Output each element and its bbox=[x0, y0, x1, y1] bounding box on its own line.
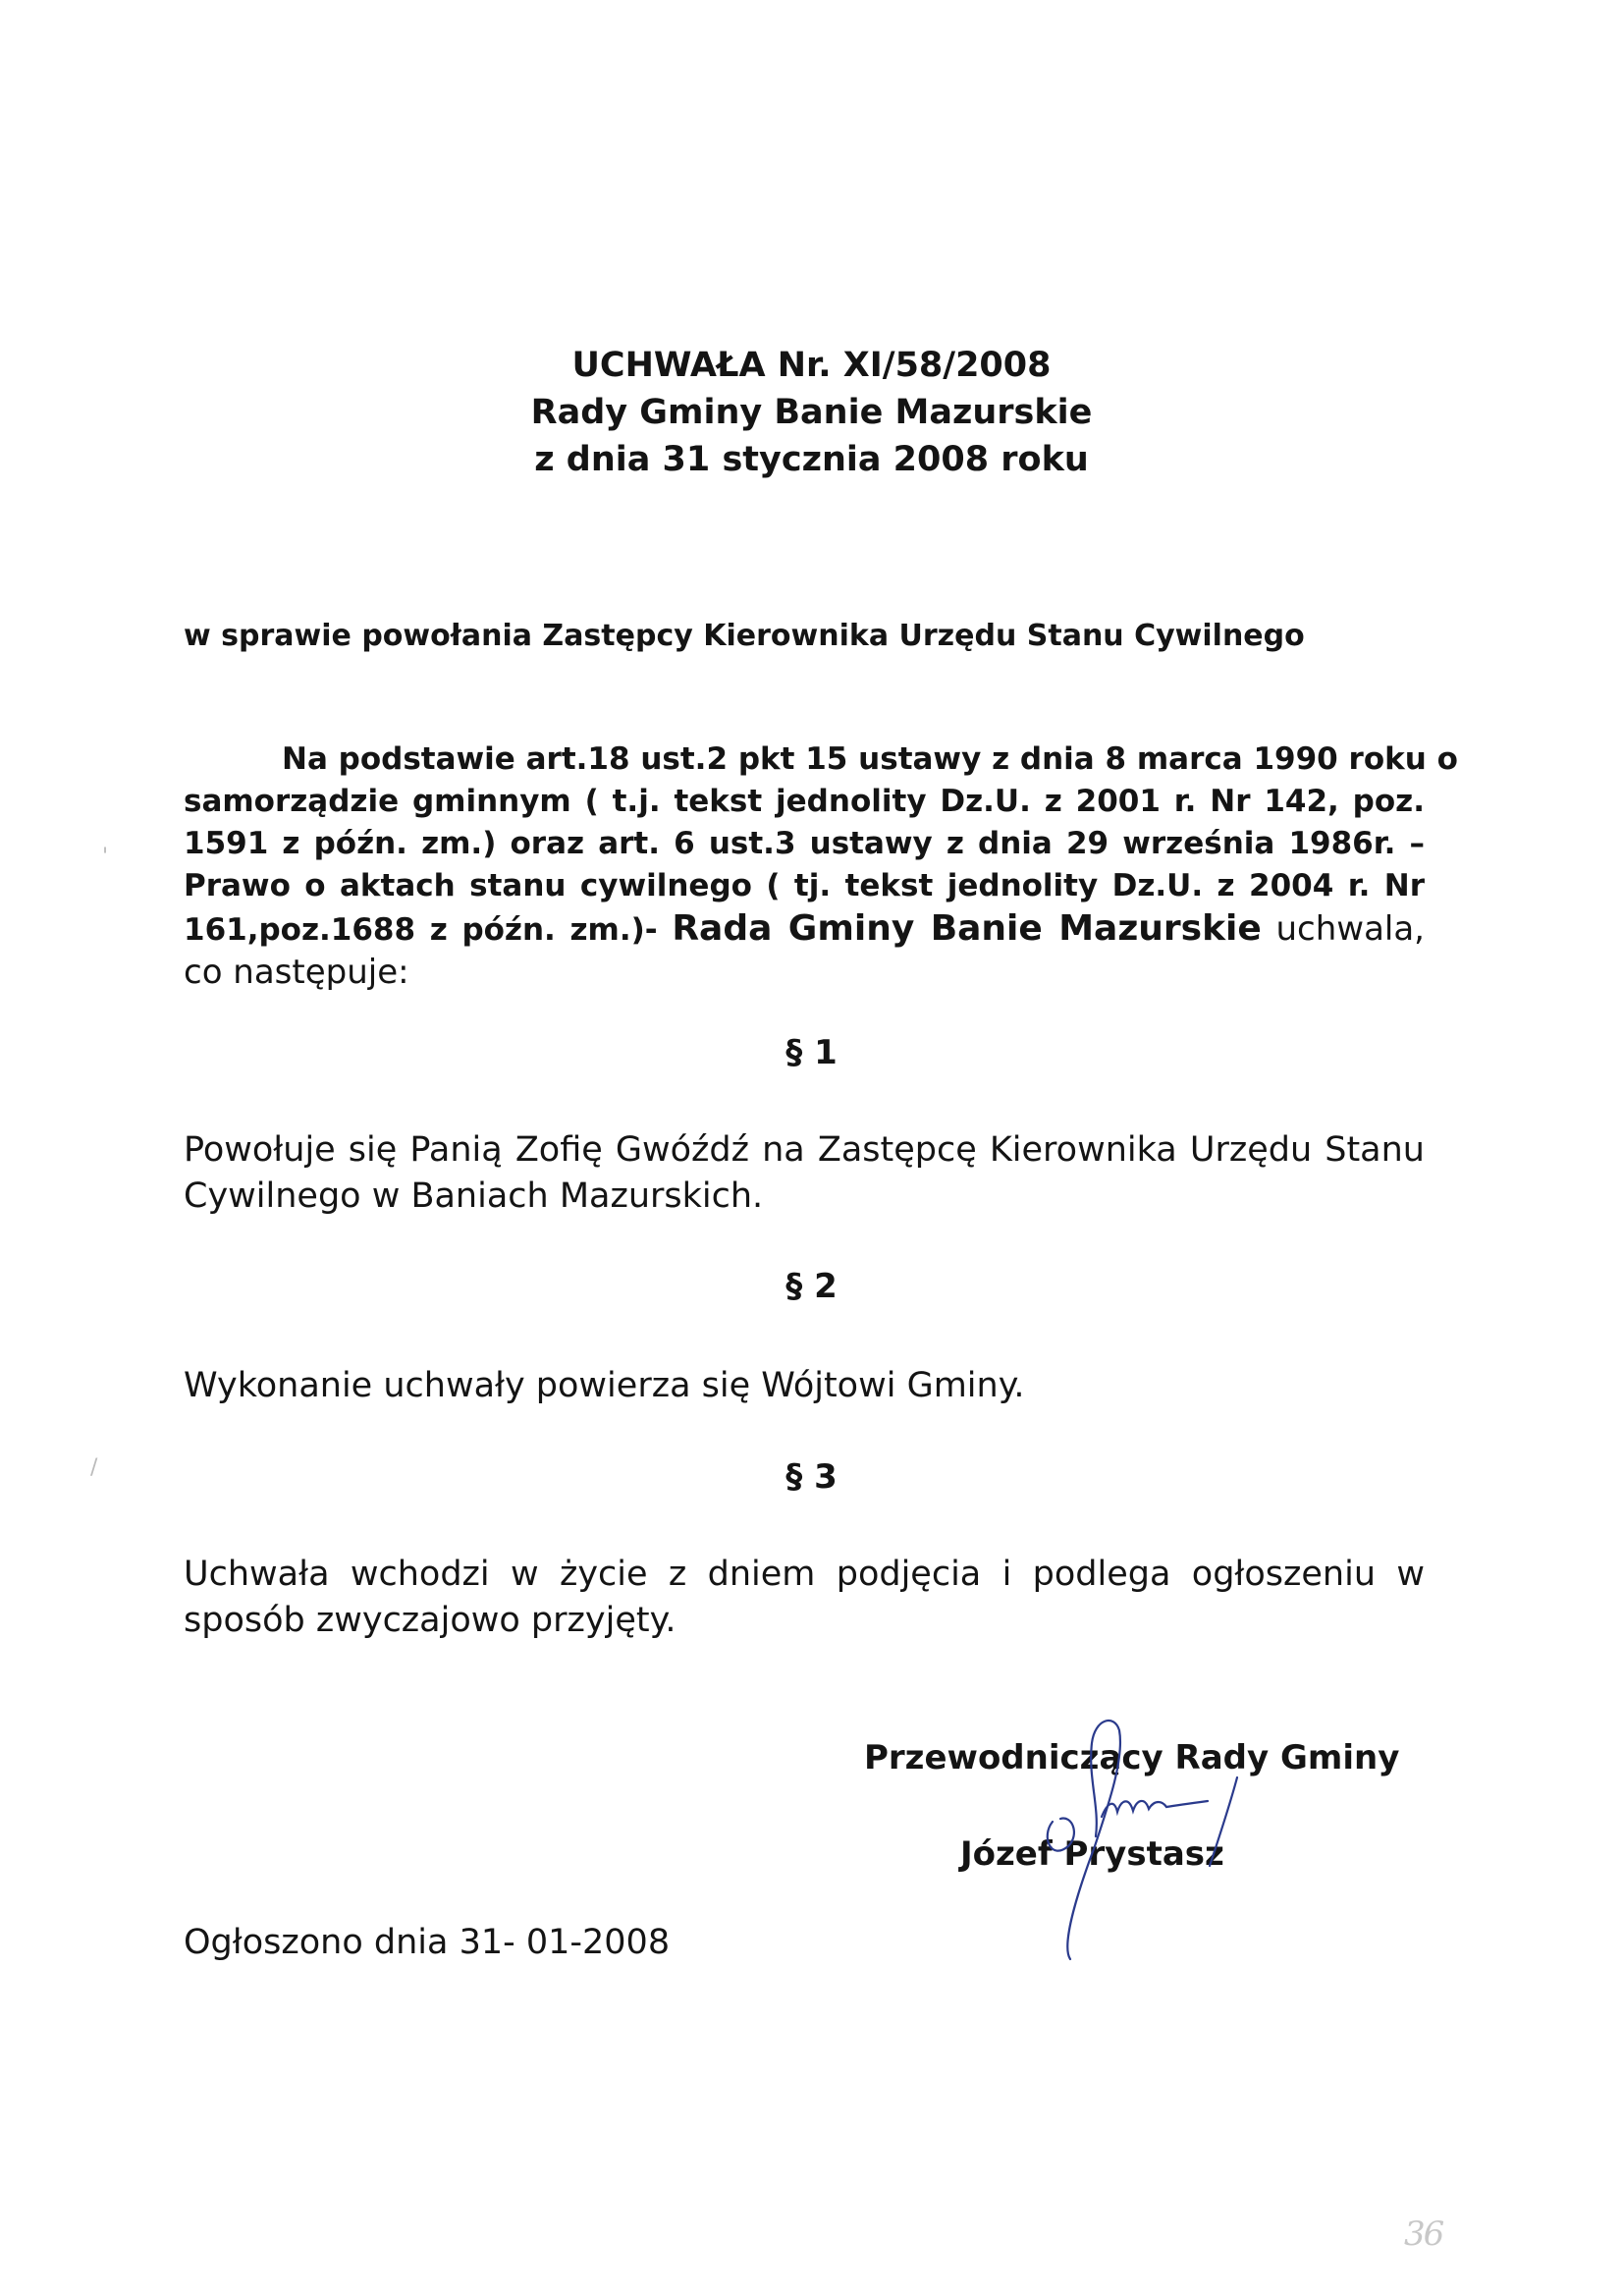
section-1-mark: § 1 bbox=[785, 1033, 838, 1072]
preamble-line-resolves bbox=[184, 907, 1425, 952]
resolution-number: UCHWAŁA Nr. XI/58/2008 bbox=[571, 346, 1052, 385]
preamble-legal-reference: 161,poz.1688 z późn. zm.)- bbox=[184, 912, 658, 948]
signer-name: Józef Prystasz bbox=[960, 1834, 1224, 1874]
resolution-subject: w sprawie powołania Zastępcy Kierownika Urzędu Stanu Cywilnego bbox=[184, 619, 1305, 653]
issuing-council: Rady Gminy Banie Mazurskie bbox=[530, 393, 1093, 432]
preamble-line: Na podstawie art.18 ust.2 pkt 15 ustawy z dnia 8 marca 1990 roku o bbox=[282, 741, 1458, 777]
handwritten-signature bbox=[1001, 1709, 1296, 1984]
section-2-line: Wykonanie uchwały powierza się Wójtowi Gminy. bbox=[184, 1366, 1025, 1405]
section-3-line: sposób zwyczajowo przyjęty. bbox=[184, 1601, 676, 1640]
page-number: 36 bbox=[1404, 2214, 1443, 2254]
section-1-line: Powołuje się Panią Zofię Gwóźdź na Zastępcę Kierownika Urzędu Stanu bbox=[184, 1130, 1425, 1170]
preamble-line: co następuje: bbox=[184, 953, 409, 992]
signer-role: Przewodniczący Rady Gminy bbox=[864, 1738, 1400, 1777]
section-1-line: Cywilnego w Baniach Mazurskich. bbox=[184, 1176, 764, 1216]
preamble-line: 1591 z późn. zm.) oraz art. 6 ust.3 ustawy z dnia 29 września 1986r. – bbox=[184, 826, 1425, 861]
resolution-date: z dnia 31 stycznia 2008 roku bbox=[534, 440, 1089, 479]
legal-basis-preamble bbox=[184, 738, 1458, 994]
section-3-mark: § 3 bbox=[785, 1457, 838, 1497]
section-2-text bbox=[184, 1363, 1425, 1409]
resolves-word: uchwala, bbox=[1275, 909, 1425, 949]
resolution-title bbox=[0, 342, 1623, 483]
section-2-mark: § 2 bbox=[785, 1267, 838, 1306]
section-3-line: Uchwała wchodzi w życie z dniem podjęcia i podlega ogłoszeniu w bbox=[184, 1555, 1425, 1594]
announcement-date: Ogłoszono dnia 31- 01-2008 bbox=[184, 1923, 671, 1962]
preamble-line: Prawo o aktach stanu cywilnego ( tj. tekst jednolity Dz.U. z 2004 r. Nr bbox=[184, 868, 1425, 903]
council-name: Rada Gminy Banie Mazurskie bbox=[672, 908, 1262, 949]
scan-speck: ' bbox=[102, 845, 109, 869]
scan-speck: / bbox=[90, 1455, 98, 1480]
section-1-text bbox=[184, 1127, 1425, 1220]
section-3-text bbox=[184, 1552, 1425, 1644]
preamble-line: samorządzie gminnym ( t.j. tekst jednolity Dz.U. z 2001 r. Nr 142, poz. bbox=[184, 784, 1425, 819]
